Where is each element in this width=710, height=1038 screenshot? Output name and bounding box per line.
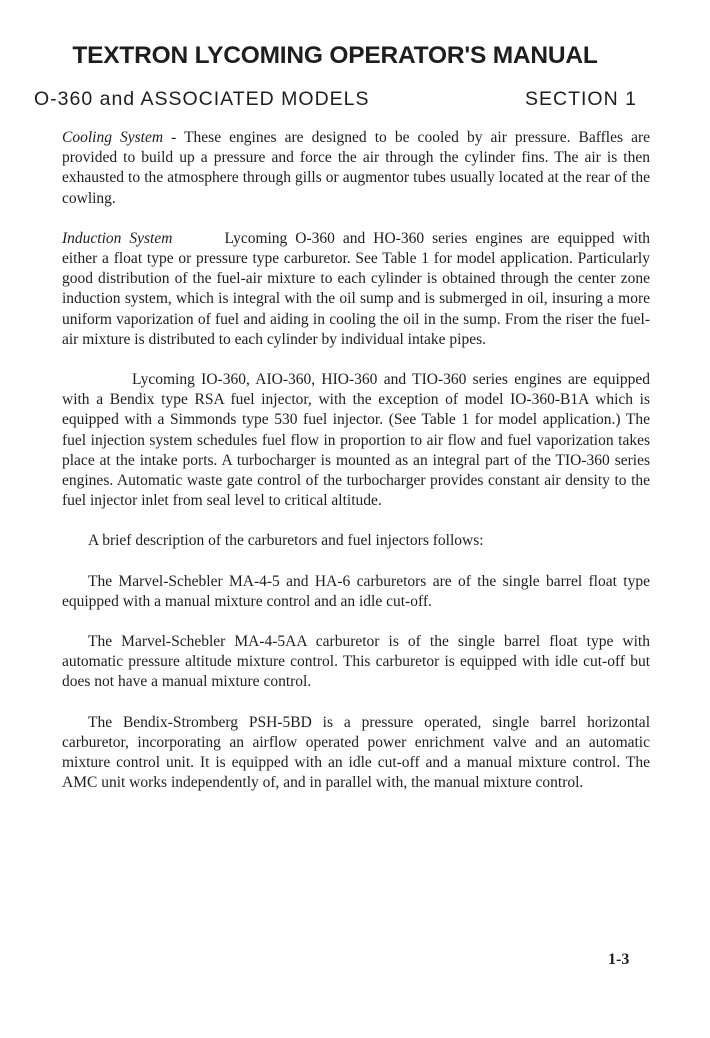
cooling-system-paragraph	[62, 128, 650, 209]
marvel-ma45-paragraph: The Marvel-Schebler MA-4-5 and HA-6 carburetors are of the single barrel float type equipped with a manual mixture control and an idle cut-off.	[62, 572, 650, 610]
marvel-ma45aa-paragraph: The Marvel-Schebler MA-4-5AA carburetor is of the single barrel float type with automatic pressure altitude mixture control. This carburetor is equipped with idle cut-off but does not have a manual mixture control.	[62, 633, 650, 691]
fuel-injection-paragraph: Lycoming IO-360, AIO-360, HIO-360 and TIO-360 series engines are equipped with a Bendix type RSA fuel injector, with the exception of model IO-360-B1A which is equipped with a Simmonds type 530 fuel injector. (See Table 1 for model application.) The fuel injection system schedules fuel flow in proportion to air flow and fuel vaporization takes place at the intake ports. A turbocharger is mounted as an integral part of the TIO-360 series engines. Automatic waste gate control of the turbocharger provides constant air density to the fuel injector inlet from seal level to critical altitude.	[62, 371, 650, 510]
page-title: TEXTRON LYCOMING OPERATOR'S MANUAL	[72, 42, 598, 69]
document-body	[62, 128, 650, 813]
induction-system-heading: Induction System	[62, 229, 173, 247]
models-subheader: O-360 and ASSOCIATED MODELS	[34, 88, 370, 110]
cooling-system-text: - These engines are designed to be cooled by air pressure. Baffles are provided to build up a pressure and force the air through the cylinder fins. The air is then exhausted to the atmosphere through gills or augmentor tubes usually located at the rear of the cowling.	[62, 129, 650, 207]
brief-description-paragraph: A brief description of the carburetors and fuel injectors follows:	[88, 532, 484, 550]
bendix-psh-paragraph: The Bendix-Stromberg PSH-5BD is a pressure operated, single barrel horizontal carburetor, incorporating an airflow operated power enrichment valve and an automatic mixture control unit. It is equipped with an idle cut-off and a manual mixture control. The AMC unit works independently of, and in parallel with, the manual mixture control.	[62, 713, 650, 792]
induction-system-text: Lycoming O-360 and HO-360 series engines are equipped with either a float type or pressure type carburetor. See Table 1 for model application. Particularly good distribution of the fuel-air mixture to each cylinder is obtained through the center zone induction system, which is integral with the oil sump and is submerged in oil, insuring a more uniform vaporization of fuel and aiding in cooling the oil in the sump. From the riser the fuel-air mixture is distributed to each cylinder by individual intake pipes.	[62, 229, 650, 348]
induction-system-paragraph	[62, 229, 650, 350]
cooling-system-heading: Cooling System	[62, 129, 164, 146]
page-number: 1-3	[608, 951, 630, 968]
section-label: SECTION 1	[525, 88, 637, 110]
